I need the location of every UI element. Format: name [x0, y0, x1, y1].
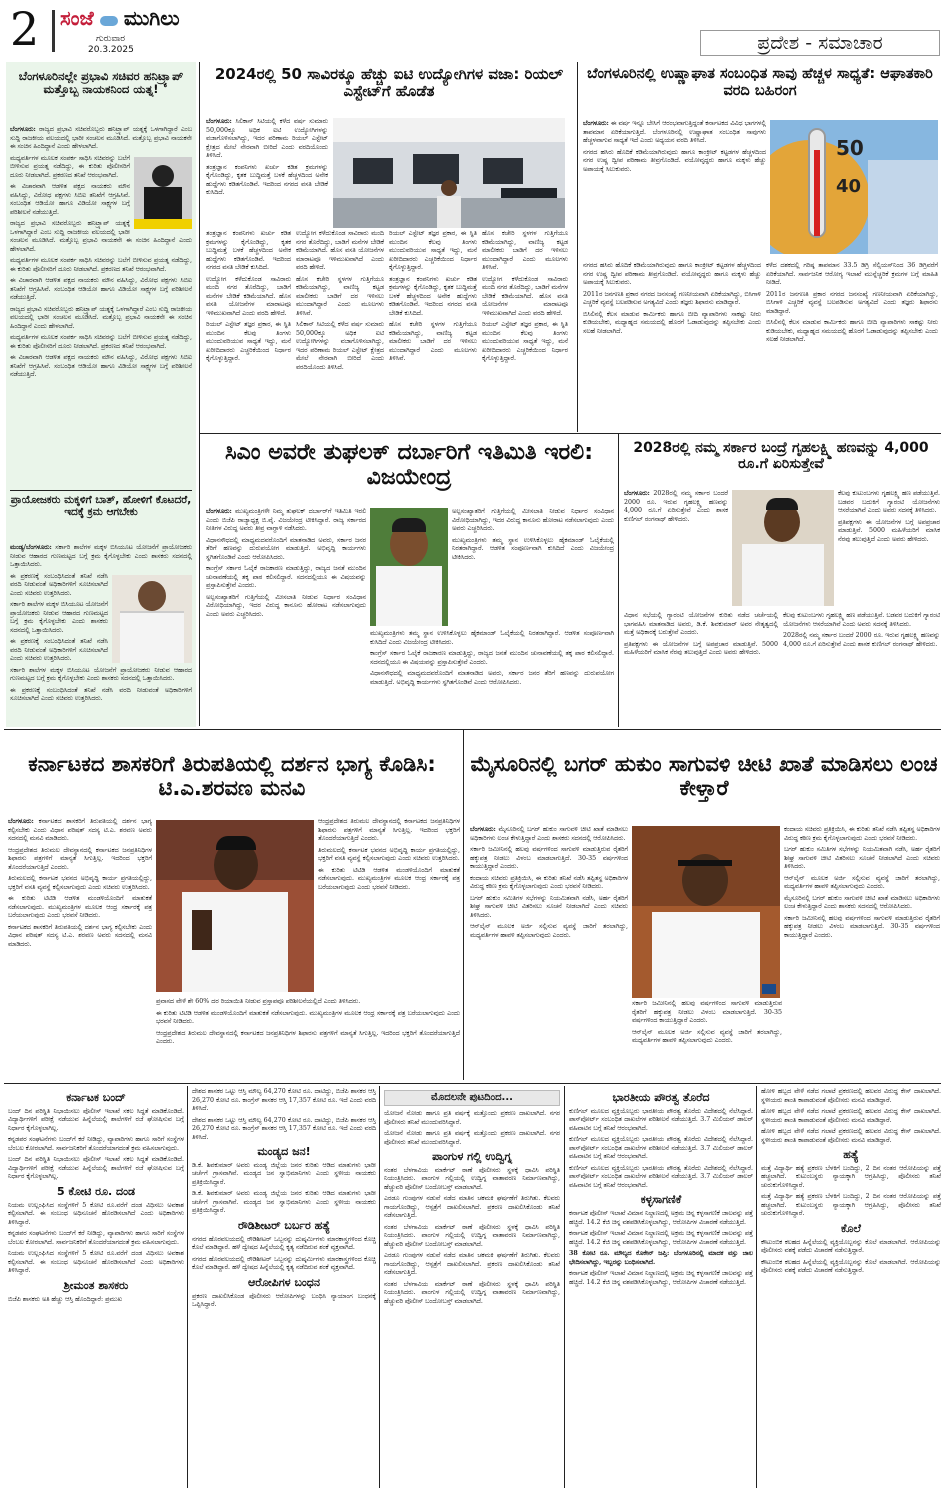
brief-heading: ಶ್ರೀಮಂತ ಶಾಸಕರು	[63, 1278, 129, 1292]
story6-col-b	[838, 490, 940, 610]
story2-para: ಈ ಪ್ರಕರಣಕ್ಕೆ ಸಂಬಂಧಿಸಿದಂತೆ ತನಿಖೆ ನಡೆಸಿ ವರದಿ ನೀಡುವಂತೆ ಅಧಿಕಾರಿಗಳಿಗೆ ಸೂಚಿಸಲಾಗಿದೆ ಎಂದು ಸಚಿವರು ಉತ್ತರಿಸಿದರು.	[10, 572, 108, 597]
brief-para: ಕೌಟುಂಬಿಕ ಕಲಹದ ಹಿನ್ನೆಲೆಯಲ್ಲಿ ವ್ಯಕ್ತಿಯೊಬ್ಬನನ್ನು ಕೊಲೆ ಮಾಡಲಾಗಿದೆ. ಆರೋಪಿಯನ್ನು ಪೊಲೀಸರು ವಶಕ್ಕೆ ಪಡೆದು ವಿಚಾರಣೆ ನಡೆಸುತ್ತಿದ್ದಾರೆ.	[761, 1238, 941, 1255]
brief-para: ಕುಣಿಗಲ್ ಮೂಲದ ವ್ಯಕ್ತಿಯೊಬ್ಬರು ಭಾರತೀಯ ಪೌರತ್ವ ತೊರೆದು ವಿದೇಶದಲ್ಲಿ ನೆಲೆಸಿದ್ದಾರೆ. ಪಾಸ್‌ಪೋರ್ಟ್ ಸಂಬಂಧಿತ ದಾಖಲೆಗಳ ಪರಿಶೀಲನೆ ನಡೆಯುತ್ತಿದೆ. 3.7 ಮಿಲಿಯನ್ ಡಾಲರ್ ವಹಿವಾಟಿನ ಬಗ್ಗೆ ತನಿಖೆ ಆರಂಭವಾಗಿದೆ.	[569, 1107, 753, 1132]
brief-para: ನಗರದ ಹೊರವಲಯದಲ್ಲಿ ರೌಡಿಶೀಟರ್ ಒಬ್ಬನನ್ನು ದುಷ್ಕರ್ಮಿಗಳು ಮಾರಕಾಸ್ತ್ರಗಳಿಂದ ಕೊಚ್ಚಿ ಕೊಲೆ ಮಾಡಿದ್ದಾರೆ. ಹಳೆ ದ್ವೇಷದ ಹಿನ್ನೆಲೆಯಲ್ಲಿ ಕೃತ್ಯ ನಡೆದಿರುವ ಶಂಕೆ ವ್ಯಕ್ತವಾಗಿದೆ.	[192, 1235, 376, 1252]
story6-para: ಕೆಲವು ಕುಟುಂಬಗಳು ಗೃಹಲಕ್ಷ್ಮಿ ಹಣ ಪಡೆಯುತ್ತಿವೆ. ಬಡವರ ಬದುಕಿಗೆ ಗ್ಯಾರಂಟಿ ಯೋಜನೆಗಳು ಆಸರೆಯಾಗಿವೆ ಎಂದು ಅವರು ಸದನಕ್ಕೆ ತಿಳಿಸಿದರು.	[783, 612, 940, 628]
page-number: 2	[10, 2, 40, 56]
story2-para: ಸರ್ಕಾರಿ ಶಾಲೆಗಳ ಮಕ್ಕಳ ಬಿಸಿಯೂಟ ಯೋಜನೆಗೆ ಪ್ರಾಯೋಜಕರು ನೀಡುವ ಆಹಾರದ ಗುಣಮಟ್ಟದ ಬಗ್ಗೆ ಕ್ರಮ ಕೈಗೊಳ್ಳಬೇಕು ಎಂದು ಶಾಸಕರು ಸದನದಲ್ಲಿ ಒತ್ತಾಯಿಸಿದರು.	[10, 666, 192, 682]
story1-body	[10, 126, 192, 488]
story4-para: ಕಳೆದ ದಶಕದಲ್ಲಿ ಗರಿಷ್ಠ ತಾಪಮಾನ 33.5 ಡಿಗ್ರಿ ಸೆಲ್ಸಿಯಸ್‌ನಿಂದ 36 ಡಿಗ್ರಿವರೆಗೆ ಏರಿಕೆಯಾಗಿದೆ. ಸಾರ್ವಜನಿಕ ಆರೋಗ್ಯ ಇಲಾಖೆ ಮುನ್ನೆಚ್ಚರಿಕೆ ಕ್ರಮಗಳ ಬಗ್ಗೆ ಮಾಹಿತಿ ನೀಡಿದೆ.	[766, 262, 938, 286]
story2-para: ಸರ್ಕಾರಿ ಶಾಲೆಗಳ ಮಕ್ಕಳ ಬಿಸಿಯೂಟ ಯೋಜನೆಗೆ ಪ್ರಾಯೋಜಕರು ನೀಡುವ ಆಹಾರದ ಗುಣಮಟ್ಟದ ಬಗ್ಗೆ ಕ್ರಮ ಕೈಗೊಳ್ಳಬೇಕು ಎಂದು ಶಾಸಕರು ಸದನದಲ್ಲಿ ಒತ್ತಾಯಿಸಿದರು.	[10, 601, 108, 634]
story3-col-a	[206, 118, 328, 228]
story8-para: ಸರ್ಕಾರಿ ಜಮೀನಿನಲ್ಲಿ ಹಲವು ವರ್ಷಗಳಿಂದ ಸಾಗುವಳಿ ಮಾಡುತ್ತಿರುವ ರೈತರಿಗೆ ಹಕ್ಕುಪತ್ರ ನೀಡಲು ವಿಳಂಬ ಮಾಡಲಾಗುತ್ತಿದೆ. 30-35 ವರ್ಷಗಳಿಂದ ಕಾಯುತ್ತಿದ್ದಾರೆ ಎಂದರು.	[632, 1000, 782, 1024]
story5-col-a	[206, 508, 366, 724]
brief-heading: ಹತ್ಯೆ	[843, 1148, 859, 1161]
story5-para: ವಿಧಾನಸೌಧದಲ್ಲಿ ಮಾಧ್ಯಮದವರೊಂದಿಗೆ ಮಾತನಾಡಿದ ಅವರು, ಸರ್ಕಾರ ಜನರ ತೆರಿಗೆ ಹಣವನ್ನು ದುರುಪಯೋಗ ಮಾಡುತ್ತಿದೆ. ಅಭಿವೃದ್ಧಿ ಕಾರ್ಯಗಳು ಸ್ಥಗಿತಗೊಂಡಿವೆ ಎಂದು ಆರೋಪಿಸಿದರು.	[206, 536, 366, 561]
brief-para: ಬಂದ್ ದಿನ ಪರಿಸ್ಥಿತಿ ನಿಭಾಯಿಸಲು ಪೊಲೀಸ್ ಇಲಾಖೆ ಸಕಲ ಸಿದ್ಧತೆ ಮಾಡಿಕೊಂಡಿದೆ. ವಿದ್ಯಾರ್ಥಿಗಳಿಗೆ ಪರೀಕ್ಷೆ ನಡೆಯುವ ಹಿನ್ನೆಲೆಯಲ್ಲಿ ಶಾಲೆಗಳಿಗೆ ರಜೆ ಘೋಷಿಸುವ ಬಗ್ಗೆ ನಿರ್ಧಾರ ಕೈಗೊಳ್ಳಲಾಗಿಲ್ಲ.	[8, 1107, 184, 1132]
bottom-col-3	[384, 1110, 560, 1488]
story7-col-c	[156, 998, 460, 1078]
story7-dateline: ಬೆಂಗಳೂರು:	[8, 818, 34, 825]
story8-para: ಆನ್‌ಲೈನ್ ಮೂಲಕ ಅರ್ಜಿ ಸಲ್ಲಿಸುವ ವ್ಯವಸ್ಥೆ ಜಾರಿಗೆ ತರಲಾಗಿದ್ದು, ಮಧ್ಯವರ್ತಿಗಳ ಹಾವಳಿ ತಪ್ಪಿಸಲಾಗುವುದು ಎಂದರು.	[632, 1028, 782, 1044]
story3-para: ಸಿಲಿಕಾನ್ ಸಿಟಿಯಲ್ಲಿ ಕಳೆದ ವರ್ಷ ಸುಮಾರು 50,000ಕ್ಕೂ ಅಧಿಕ ಐಟಿ ಉದ್ಯೋಗಿಗಳನ್ನು ವಜಾಗೊಳಿಸಲಾಗಿದ್ದು, ಇದರ ಪರಿಣಾಮ ರಿಯಲ್ ಎಸ್ಟೇಟ್ ಕ್ಷೇತ್ರದ ಮೇಲೆ ನೇರವಾಗಿ ಬೀರಿದೆ ಎಂದು ವರದಿಯೊಂದು ತಿಳಿಸಿದೆ.	[206, 118, 328, 159]
bottom-col-1	[8, 1088, 184, 1488]
bottom-col-2	[192, 1088, 376, 1488]
story8-col-c	[632, 1000, 782, 1080]
story1-para: ಮಧ್ಯವರ್ತಿಗಳ ಮೂಲಕ ಸಂಪರ್ಕ ಸಾಧಿಸಿ ಸಚಿವರನ್ನು ಬಲೆಗೆ ಬೀಳಿಸುವ ಪ್ರಯತ್ನ ನಡೆದಿದ್ದು, ಈ ಕುರಿತು ಪೊಲೀಸರಿಗೆ ದೂರು ನೀಡಲಾಗಿದೆ. ಪ್ರಕರಣದ ತನಿಖೆ ಆರಂಭವಾಗಿದೆ.	[10, 334, 192, 350]
story8-para: ಸರ್ಕಾರಿ ಜಮೀನಿನಲ್ಲಿ ಹಲವು ವರ್ಷಗಳಿಂದ ಸಾಗುವಳಿ ಮಾಡುತ್ತಿರುವ ರೈತರಿಗೆ ಹಕ್ಕುಪತ್ರ ನೀಡಲು ವಿಳಂಬ ಮಾಡಲಾಗುತ್ತಿದೆ. 30-35 ವರ್ಷಗಳಿಂದ ಕಾಯುತ್ತಿದ್ದಾರೆ ಎಂದರು.	[784, 914, 940, 939]
story6-dateline: ಬೆಂಗಳೂರು:	[624, 490, 650, 497]
story8-para: ಬಗರ್ ಹುಕುಂ ಸಮಿತಿಗಳ ಸಭೆಗಳನ್ನು ನಿಯಮಿತವಾಗಿ ನಡೆಸಿ, ಅರ್ಹ ರೈತರಿಗೆ ಶೀಘ್ರ ಸಾಗುವಳಿ ಚೀಟಿ ವಿತರಿಸಲು ಸೂಚನೆ ನೀಡಲಾಗಿದೆ ಎಂದು ಸಚಿವರು ತಿಳಿಸಿದರು.	[470, 894, 628, 919]
column-rule	[564, 1086, 565, 1488]
story4-col-c	[766, 262, 938, 430]
story1-para: ರಾಜ್ಯದ ಪ್ರಭಾವಿ ಸಚಿವರೊಬ್ಬರು ಹನಿಟ್ರ್ಯಾಪ್ ಯತ್ನಕ್ಕೆ ಒಳಗಾಗಿದ್ದಾರೆ ಎಂಬ ಸುದ್ದಿ ರಾಜಕೀಯ ವಲಯದಲ್ಲಿ ಭಾರೀ ಸಂಚಲನ ಮೂಡಿಸಿದೆ. ಮತ್ತೊಬ್ಬ ಪ್ರಭಾವಿ ನಾಯಕನೇ ಈ ಸಂಚಿನ ಹಿಂದಿದ್ದಾನೆ ಎಂದು ಹೇಳಲಾಗಿದೆ.	[10, 305, 192, 330]
story7-para: ತಿರುಮಲದಲ್ಲಿ ಕರ್ನಾಟಕ ಭವನದ ಅಭಿವೃದ್ಧಿ ಕಾರ್ಯ ಪ್ರಗತಿಯಲ್ಲಿದ್ದು, ಭಕ್ತರಿಗೆ ವಸತಿ ವ್ಯವಸ್ಥೆ ಕಲ್ಪಿಸಲಾಗುವುದು ಎಂದು ಸಚಿವರು ಉತ್ತರಿಸಿದರು.	[318, 846, 460, 862]
story1-para: ಈ ವಿಚಾರವಾಗಿ ಆಡಳಿತ ಪಕ್ಷದ ನಾಯಕರು ಮೌನ ವಹಿಸಿದ್ದು, ವಿರೋಧ ಪಕ್ಷಗಳು ಸಿಬಿಐ ತನಿಖೆಗೆ ಆಗ್ರಹಿಸಿವೆ. ಸಂಬಂಧಿತ ಆಡಿಯೋ ಹಾಗೂ ವಿಡಿಯೋ ಸಾಕ್ಷ್ಯಗಳ ಬಗ್ಗೆ ಪರಿಶೀಲನೆ ನಡೆಯುತ್ತಿದೆ.	[10, 277, 192, 301]
brief-heading: ಮಂಡ್ಯದ ಜನ!	[257, 1145, 311, 1158]
story8-dateline: ಬೆಂಗಳೂರು:	[470, 826, 496, 833]
brief-para: ಕರ್ನಾಟಕ ಪೊಲೀಸ್ ಇಲಾಖೆ ವಿಮಾನ ನಿಲ್ದಾಣದಲ್ಲಿ ಅಕ್ರಮ ಚಿನ್ನ ಕಳ್ಳಸಾಗಣಿಕೆ ಜಾಲವನ್ನು ಪತ್ತೆ ಹಚ್ಚಿದೆ. 14.2 ಕೆಜಿ ಚಿನ್ನ ವಶಪಡಿಸಿಕೊಳ್ಳಲಾಗಿದ್ದು, ಆರೋಪಿಗಳ ವಿಚಾರಣೆ ನಡೆಯುತ್ತಿದೆ.	[569, 1230, 753, 1246]
story6-col-a	[624, 490, 728, 610]
brief-para: ನಂತರ ಬೆಳಗಾವಿಯ ಮಾರ್ಕೆಟ್ ಠಾಣೆ ಪೊಲೀಸರು ಸ್ಥಳಕ್ಕೆ ಧಾವಿಸಿ ಪರಿಸ್ಥಿತಿ ನಿಯಂತ್ರಿಸಿದರು. ಪಾಂಗುಳ ಗಲ್ಲಿಯಲ್ಲಿ ಉದ್ವಿಗ್ನ ವಾತಾವರಣ ನಿರ್ಮಾಣವಾಗಿದ್ದು, ಹೆಚ್ಚುವರಿ ಪೊಲೀಸ್ ಬಂದೋಬಸ್ತ್ ಮಾಡಲಾಗಿದೆ.	[384, 1280, 560, 1305]
story5-col-c	[370, 630, 614, 724]
story7-para: ಆಂಧ್ರಪ್ರದೇಶದ ತಿರುಮಲ ದೇವಸ್ಥಾನದಲ್ಲಿ ಕರ್ನಾಟಕದ ಜನಪ್ರತಿನಿಧಿಗಳ ಶಿಫಾರಸು ಪತ್ರಗಳಿಗೆ ಮಾನ್ಯತೆ ಸಿಗುತ್ತಿಲ್ಲ. ಇದರಿಂದ ಭಕ್ತರಿಗೆ ತೊಂದರೆಯಾಗುತ್ತಿದೆ ಎಂದರು.	[8, 846, 152, 871]
story7-headline: ಕರ್ನಾಟಕದ ಶಾಸಕರಿಗೆ ತಿರುಪತಿಯಲ್ಲಿ ದರ್ಶನ ಭಾಗ್ಯ ಕೊಡಿಸಿ: ಟಿ.ಎ.ಶರವಣ ಮನವಿ	[28, 752, 436, 801]
divider	[10, 490, 192, 491]
brief-heading: ಕೊಲೆ	[841, 1221, 861, 1235]
story3-headline: 2024ರಲ್ಲಿ 50 ಸಾವಿರಕ್ಕೂ ಹೆಚ್ಚು ಐಟಿ ಉದ್ಯೋಗಿಗಳ ವಜಾ: ರಿಯಲ್ ಎಸ್ಟೇಟ್‌ಗೆ ಹೊಡೆತ	[214, 65, 564, 101]
brief-para: ಹೋಳಿ ಹಬ್ಬದ ವೇಳೆ ನಡೆದ ಗಲಾಟೆ ಪ್ರಕರಣದಲ್ಲಿ ಹಲವರ ವಿರುದ್ಧ ಕೇಸ್ ದಾಖಲಾಗಿದೆ. ಸ್ಥಳೀಯರು ಶಾಂತಿ ಕಾಪಾಡುವಂತೆ ಪೊಲೀಸರು ಮನವಿ ಮಾಡಿದ್ದಾರೆ.	[761, 1128, 941, 1144]
story1-dateline: ಬೆಂಗಳೂರು:	[10, 126, 36, 133]
brief-para: ಎರಡೂ ಗುಂಪುಗಳ ನಡುವೆ ನಡೆದ ಮಾತಿನ ಚಕಮಕಿ ಘರ್ಷಣೆಗೆ ತಿರುಗಿತು. ಕೆಲವರು ಗಾಯಗೊಂಡಿದ್ದು, ಆಸ್ಪತ್ರೆಗೆ ದಾಖಲಿಸಲಾಗಿದೆ. ಪ್ರಕರಣ ದಾಖಲಿಸಿಕೊಂಡು ತನಿಖೆ ನಡೆಸಲಾಗುತ್ತಿದೆ.	[384, 1252, 560, 1277]
brief-para: ಕುಣಿಗಲ್ ಮೂಲದ ವ್ಯಕ್ತಿಯೊಬ್ಬರು ಭಾರತೀಯ ಪೌರತ್ವ ತೊರೆದು ವಿದೇಶದಲ್ಲಿ ನೆಲೆಸಿದ್ದಾರೆ. ಪಾಸ್‌ಪೋರ್ಟ್ ಸಂಬಂಧಿತ ದಾಖಲೆಗಳ ಪರಿಶೀಲನೆ ನಡೆಯುತ್ತಿದೆ. 3.7 ಮಿಲಿಯನ್ ಡಾಲರ್ ವಹಿವಾಟಿನ ಬಗ್ಗೆ ತನಿಖೆ ಆರಂಭವಾಗಿದೆ.	[569, 1164, 753, 1189]
brief-para: ದೇಶದ ಶಾಸಕರ ಒಟ್ಟು ಆಸ್ತಿ ಮೌಲ್ಯ 64,270 ಕೋಟಿ ರೂ. ದಾಟಿದ್ದು, ಬಿಜೆಪಿ ಶಾಸಕರ ಆಸ್ತಿ 26,270 ಕೋಟಿ ರೂ. ಕಾಂಗ್ರೆಸ್ ಶಾಸಕರ ಆಸ್ತಿ 17,357 ಕೋಟಿ ರೂ. ಇದೆ ಎಂದು ವರದಿ ತಿಳಿಸಿದೆ.	[192, 1088, 376, 1112]
story8-para: ಕಂದಾಯ ಸಚಿವರು ಪ್ರತಿಕ್ರಿಯಿಸಿ, ಈ ಕುರಿತು ತನಿಖೆ ನಡೆಸಿ ತಪ್ಪಿತಸ್ಥ ಅಧಿಕಾರಿಗಳ ವಿರುದ್ಧ ಕಠಿಣ ಕ್ರಮ ಕೈಗೊಳ್ಳಲಾಗುವುದು ಎಂದು ಭರವಸೆ ನೀಡಿದರು.	[470, 874, 628, 890]
story1-para: ರಾಜ್ಯದ ಪ್ರಭಾವಿ ಸಚಿವರೊಬ್ಬರು ಹನಿಟ್ರ್ಯಾಪ್ ಯತ್ನಕ್ಕೆ ಒಳಗಾಗಿದ್ದಾರೆ ಎಂಬ ಸುದ್ದಿ ರಾಜಕೀಯ ವಲಯದಲ್ಲಿ ಭಾರೀ ಸಂಚಲನ ಮೂಡಿಸಿದೆ. ಮತ್ತೊಬ್ಬ ಪ್ರಭಾವಿ ನಾಯಕನೇ ಈ ಸಂಚಿನ ಹಿಂದಿದ್ದಾನೆ ಎಂದು ಹೇಳಲಾಗಿದೆ.	[10, 220, 192, 253]
story2-body	[10, 544, 192, 722]
story7-para: ಈ ಕುರಿತು ಟಿಟಿಡಿ ಆಡಳಿತ ಮಂಡಳಿಯೊಂದಿಗೆ ಮಾತುಕತೆ ನಡೆಸಲಾಗುವುದು. ಮುಖ್ಯಮಂತ್ರಿಗಳ ಮೂಲಕ ಆಂಧ್ರ ಸರ್ಕಾರಕ್ಕೆ ಪತ್ರ ಬರೆಯಲಾಗುವುದು ಎಂದು ಭರವಸೆ ನೀಡಿದರು.	[318, 866, 460, 891]
story4-dateline: ಬೆಂಗಳೂರು:	[583, 120, 609, 127]
story6-para: ಕೆಲವು ಕುಟುಂಬಗಳು ಗೃಹಲಕ್ಷ್ಮಿ ಹಣ ಪಡೆಯುತ್ತಿವೆ. ಬಡವರ ಬದುಕಿಗೆ ಗ್ಯಾರಂಟಿ ಯೋಜನೆಗಳು ಆಸರೆಯಾಗಿವೆ ಎಂದು ಅವರು ಸದನಕ್ಕೆ ತಿಳಿಸಿದರು.	[838, 490, 940, 514]
brief-para: ನಂತರ ಬೆಳಗಾವಿಯ ಮಾರ್ಕೆಟ್ ಠಾಣೆ ಪೊಲೀಸರು ಸ್ಥಳಕ್ಕೆ ಧಾವಿಸಿ ಪರಿಸ್ಥಿತಿ ನಿಯಂತ್ರಿಸಿದರು. ಪಾಂಗುಳ ಗಲ್ಲಿಯಲ್ಲಿ ಉದ್ವಿಗ್ನ ವಾತಾವರಣ ನಿರ್ಮಾಣವಾಗಿದ್ದು, ಹೆಚ್ಚುವರಿ ಪೊಲೀಸ್ ಬಂದೋಬಸ್ತ್ ಮಾಡಲಾಗಿದೆ.	[384, 1166, 560, 1191]
story5-para: ಮುಖ್ಯಮಂತ್ರಿಗಳು ತಮ್ಮ ಸ್ಥಾನ ಉಳಿಸಿಕೊಳ್ಳಲು ಹೈಕಮಾಂಡ್ ಓಲೈಕೆಯಲ್ಲಿ ನಿರತರಾಗಿದ್ದಾರೆ. ಆಡಳಿತ ಸಂಪೂರ್ಣವಾಗಿ ಕುಸಿದಿದೆ ಎಂದು ವಿಜಯೇಂದ್ರ ಟೀಕಿಸಿದರು.	[452, 536, 614, 561]
story3-para: ಉದ್ಯೋಗ ಕಳೆದುಕೊಂಡ ಸಾವಿರಾರು ಮಂದಿ ನಗರ ತೊರೆದಿದ್ದು, ಬಾಡಿಗೆ ಮನೆಗಳ ಬೇಡಿಕೆ ಕಡಿಮೆಯಾಗಿದೆ. ಹೊಸ ವಸತಿ ಯೋಜನೆಗಳ ಮಾರಾಟವೂ ಇಳಿಮುಖವಾಗಿದೆ ಎಂದು ವರದಿ ಹೇಳಿದೆ.	[206, 275, 291, 317]
story4-para: 2011ರ ಜನಗಣತಿ ಪ್ರಕಾರ ನಗರದ ಜನಸಂಖ್ಯೆ ಗಣನೀಯವಾಗಿ ಏರಿಕೆಯಾಗಿದ್ದು, ಬಿಸಿಗಾಳಿ ಎಚ್ಚರಿಕೆ ವ್ಯವಸ್ಥೆ ಬಲಪಡಿಸುವ ಅಗತ್ಯವಿದೆ ಎಂದು ತಜ್ಞರು ಶಿಫಾರಸು ಮಾಡಿದ್ದಾರೆ.	[766, 290, 938, 315]
brief-heading: ಕರ್ನಾಟಕ ಬಂದ್	[66, 1091, 126, 1104]
column-rule	[379, 1086, 380, 1488]
story6-col-c	[624, 612, 778, 724]
story7-photo	[156, 820, 314, 992]
story5-col-b	[452, 508, 614, 628]
story7-para: ಈ ಕುರಿತು ಟಿಟಿಡಿ ಆಡಳಿತ ಮಂಡಳಿಯೊಂದಿಗೆ ಮಾತುಕತೆ ನಡೆಸಲಾಗುವುದು. ಮುಖ್ಯಮಂತ್ರಿಗಳ ಮೂಲಕ ಆಂಧ್ರ ಸರ್ಕಾರಕ್ಕೆ ಪತ್ರ ಬರೆಯಲಾಗುವುದು ಎಂದು ಭರವಸೆ ನೀಡಿದರು.	[8, 895, 152, 919]
story6-para: 2028ರಲ್ಲಿ ನಮ್ಮ ಸರ್ಕಾರ ಬಂದರೆ 2000 ರೂ. ಇರುವ ಗೃಹಲಕ್ಷ್ಮಿ ಹಣವನ್ನು 4,000 ರೂ.ಗೆ ಏರಿಸುತ್ತೇವೆ ಎಂದು ಶಾಸಕ ಕುಣಿಗಲ್ ರಂಗನಾಥ್ ಹೇಳಿದರು.	[783, 632, 940, 648]
story6-para: ಪ್ರತಿಪಕ್ಷಗಳು ಈ ಯೋಜನೆಗಳ ಬಗ್ಗೆ ಅಪಪ್ರಚಾರ ಮಾಡುತ್ತಿವೆ. 5000 ಮಹಿಳೆಯರಿಗೆ ಮಾಸಿಕ ನೆರವು ತಲುಪುತ್ತಿದೆ ಎಂದು ಅವರು ಹೇಳಿದರು.	[624, 640, 778, 656]
story4-col-a	[583, 120, 766, 260]
continued-banner: ಮೊದಲನೇ ಪುಟದಿಂದ...	[384, 1090, 560, 1106]
story4-para: ಬಿಸಿಲಿನಲ್ಲಿ ಕೆಲಸ ಮಾಡುವ ಕಾರ್ಮಿಕರು ಹಾಗೂ ಬೀದಿ ವ್ಯಾಪಾರಿಗಳು ಸಾಕಷ್ಟು ನೀರು ಕುಡಿಯಬೇಕು, ಮಧ್ಯಾಹ್ನದ ಸಮಯದಲ್ಲಿ ಹೊರಗೆ ಓಡಾಡುವುದನ್ನು ತಪ್ಪಿಸಬೇಕು ಎಂದು ಸಲಹೆ ನೀಡಲಾಗಿದೆ.	[583, 310, 761, 335]
story4-col-b	[583, 262, 761, 430]
story6-headline: 2028ರಲ್ಲಿ ನಮ್ಮ ಸರ್ಕಾರ ಬಂದ್ರೆ ಗೃಹಲಕ್ಷ್ಮಿ ಹಣವನ್ನು 4,000 ರೂ.ಗೆ ಏರಿಸುತ್ತೇವೆ	[633, 440, 929, 473]
story6-para: 2028ರಲ್ಲಿ ನಮ್ಮ ಸರ್ಕಾರ ಬಂದರೆ 2000 ರೂ. ಇರುವ ಗೃಹಲಕ್ಷ್ಮಿ ಹಣವನ್ನು 4,000 ರೂ.ಗೆ ಏರಿಸುತ್ತೇವೆ ಎಂದು ಶಾಸಕ ಕುಣಿಗಲ್ ರಂಗನಾಥ್ ಹೇಳಿದರು.	[624, 490, 728, 523]
masthead-day: ಗುರುವಾರ	[96, 34, 126, 44]
brief-heading: 5 ಕೋಟಿ ರೂ. ದಂಡ	[57, 1184, 135, 1198]
story3-para: ಸಿಲಿಕಾನ್ ಸಿಟಿಯಲ್ಲಿ ಕಳೆದ ವರ್ಷ ಸುಮಾರು 50,000ಕ್ಕೂ ಅಧಿಕ ಐಟಿ ಉದ್ಯೋಗಿಗಳನ್ನು ವಜಾಗೊಳಿಸಲಾಗಿದ್ದು, ಇದರ ಪರಿಣಾಮ ರಿಯಲ್ ಎಸ್ಟೇಟ್ ಕ್ಷೇತ್ರದ ಮೇಲೆ ನೇರವಾಗಿ ಬೀರಿದೆ ಎಂದು ವರದಿಯೊಂದು ತಿಳಿಸಿದೆ.	[296, 321, 384, 371]
story8-para: ಮೈಸೂರಿನಲ್ಲಿ ಬಗರ್ ಹುಕುಂ ಸಾಗುವಳಿ ಚೀಟಿ ಖಾತೆ ಮಾಡಿಸಲು ಅಧಿಕಾರಿಗಳು ಲಂಚ ಕೇಳುತ್ತಿದ್ದಾರೆ ಎಂದು ಶಾಸಕರು ಸದನದಲ್ಲಿ ಆರೋಪಿಸಿದರು.	[470, 826, 628, 842]
story8-para: ಬಗರ್ ಹುಕುಂ ಸಮಿತಿಗಳ ಸಭೆಗಳನ್ನು ನಿಯಮಿತವಾಗಿ ನಡೆಸಿ, ಅರ್ಹ ರೈತರಿಗೆ ಶೀಘ್ರ ಸಾಗುವಳಿ ಚೀಟಿ ವಿತರಿಸಲು ಸೂಚನೆ ನೀಡಲಾಗಿದೆ ಎಂದು ಸಚಿವರು ತಿಳಿಸಿದರು.	[784, 846, 940, 870]
story3-para: ಉದ್ಯೋಗ ಕಳೆದುಕೊಂಡ ಸಾವಿರಾರು ಮಂದಿ ನಗರ ತೊರೆದಿದ್ದು, ಬಾಡಿಗೆ ಮನೆಗಳ ಬೇಡಿಕೆ ಕಡಿಮೆಯಾಗಿದೆ. ಹೊಸ ವಸತಿ ಯೋಜನೆಗಳ ಮಾರಾಟವೂ ಇಳಿಮುಖವಾಗಿದೆ ಎಂದು ವರದಿ ಹೇಳಿದೆ.	[482, 275, 568, 317]
column-rule	[577, 62, 578, 432]
story6-photo	[732, 490, 834, 606]
brief-para: 38 ಕೋಟಿ ರೂ. ಮೌಲ್ಯದ ಕೊಕೇನ್ ಜಪ್ತಿ: ಬೆಂಗಳೂರಿನಲ್ಲಿ ಮಾದಕ ವಸ್ತು ಜಾಲ ಭೇದಿಸಲಾಗಿದ್ದು, ಇಬ್ಬರನ್ನು ಬಂಧಿಸಲಾಗಿದೆ.	[569, 1250, 753, 1266]
story7-para: ಆಂಧ್ರಪ್ರದೇಶದ ತಿರುಮಲ ದೇವಸ್ಥಾನದಲ್ಲಿ ಕರ್ನಾಟಕದ ಜನಪ್ರತಿನಿಧಿಗಳ ಶಿಫಾರಸು ಪತ್ರಗಳಿಗೆ ಮಾನ್ಯತೆ ಸಿಗುತ್ತಿಲ್ಲ. ಇದರಿಂದ ಭಕ್ತರಿಗೆ ತೊಂದರೆಯಾಗುತ್ತಿದೆ ಎಂದರು.	[156, 1029, 460, 1045]
story3-para: ಉದ್ಯೋಗ ಕಳೆದುಕೊಂಡ ಸಾವಿರಾರು ಮಂದಿ ನಗರ ತೊರೆದಿದ್ದು, ಬಾಡಿಗೆ ಮನೆಗಳ ಬೇಡಿಕೆ ಕಡಿಮೆಯಾಗಿದೆ. ಹೊಸ ವಸತಿ ಯೋಜನೆಗಳ ಮಾರಾಟವೂ ಇಳಿಮುಖವಾಗಿದೆ ಎಂದು ವರದಿ ಹೇಳಿದೆ.	[296, 230, 384, 271]
story3-col-c	[296, 230, 384, 430]
story2-para: ಈ ಪ್ರಕರಣಕ್ಕೆ ಸಂಬಂಧಿಸಿದಂತೆ ತನಿಖೆ ನಡೆಸಿ ವರದಿ ನೀಡುವಂತೆ ಅಧಿಕಾರಿಗಳಿಗೆ ಸೂಚಿಸಲಾಗಿದೆ ಎಂದು ಸಚಿವರು ಉತ್ತರಿಸಿದರು.	[10, 638, 108, 662]
cloud-icon	[100, 16, 118, 26]
story8-para: ಕಂದಾಯ ಸಚಿವರು ಪ್ರತಿಕ್ರಿಯಿಸಿ, ಈ ಕುರಿತು ತನಿಖೆ ನಡೆಸಿ ತಪ್ಪಿತಸ್ಥ ಅಧಿಕಾರಿಗಳ ವಿರುದ್ಧ ಕಠಿಣ ಕ್ರಮ ಕೈಗೊಳ್ಳಲಾಗುವುದು ಎಂದು ಭರವಸೆ ನೀಡಿದರು.	[784, 826, 940, 842]
story2-dateline: ಮಂಡ್ಯ/ಬೆಂಗಳೂರು:	[10, 544, 52, 551]
story7-para: ಪ್ರವಾಸದ ವೇಳೆ ಶೇ 60% ದರ ರಿಯಾಯಿತಿ ನೀಡುವ ಪ್ರಸ್ತಾಪವೂ ಪರಿಶೀಲನೆಯಲ್ಲಿದೆ ಎಂದು ತಿಳಿಸಿದರು.	[156, 998, 361, 1005]
brief-para: ಡಿ.ಕೆ. ಶಿವಕುಮಾರ್ ಅವರು ಮಂಡ್ಯ ಜಿಲ್ಲೆಯ ಜನರ ಕುರಿತು ಆಡಿದ ಮಾತುಗಳು ಭಾರೀ ಚರ್ಚೆಗೆ ಗ್ರಾಸವಾಗಿವೆ. ಮಂಡ್ಯದ ಜನ ಸ್ವಾಭಿಮಾನಿಗಳು ಎಂದು ಸ್ಥಳೀಯ ನಾಯಕರು ಪ್ರತಿಕ್ರಿಯಿಸಿದ್ದಾರೆ.	[192, 1161, 376, 1186]
story8-para: ಮೈಸೂರಿನಲ್ಲಿ ಬಗರ್ ಹುಕುಂ ಸಾಗುವಳಿ ಚೀಟಿ ಖಾತೆ ಮಾಡಿಸಲು ಅಧಿಕಾರಿಗಳು ಲಂಚ ಕೇಳುತ್ತಿದ್ದಾರೆ ಎಂದು ಶಾಸಕರು ಸದನದಲ್ಲಿ ಆರೋಪಿಸಿದರು.	[784, 894, 940, 910]
paper-name-black: ಮುಗಿಲು	[123, 6, 180, 30]
brief-para: ಪ್ರಕರಣ ದಾಖಲಿಸಿಕೊಂಡ ಪೊಲೀಸರು ಆರೋಪಿಗಳನ್ನು ಬಂಧಿಸಿ ನ್ಯಾಯಾಂಗ ಬಂಧನಕ್ಕೆ ಒಪ್ಪಿಸಿದ್ದಾರೆ.	[192, 1292, 376, 1309]
story5-headline: ಸಿಎಂ ಅವರೇ ತುಘಲಕ್ ದರ್ಬಾರಿಗೆ ಇತಿಮಿತಿ ಇರಲಿ: ವಿಜಯೇಂದ್ರ	[225, 440, 593, 491]
brief-heading: ಭಾರತೀಯ ಪೌರತ್ವ ತೊರೆದ	[612, 1091, 710, 1104]
paper-name-red: ಸಂಜೆ	[60, 6, 94, 30]
story8-para: ಸರ್ಕಾರಿ ಜಮೀನಿನಲ್ಲಿ ಹಲವು ವರ್ಷಗಳಿಂದ ಸಾಗುವಳಿ ಮಾಡುತ್ತಿರುವ ರೈತರಿಗೆ ಹಕ್ಕುಪತ್ರ ನೀಡಲು ವಿಳಂಬ ಮಾಡಲಾಗುತ್ತಿದೆ. 30-35 ವರ್ಷಗಳಿಂದ ಕಾಯುತ್ತಿದ್ದಾರೆ ಎಂದರು.	[470, 846, 628, 870]
story4-para: 2011ರ ಜನಗಣತಿ ಪ್ರಕಾರ ನಗರದ ಜನಸಂಖ್ಯೆ ಗಣನೀಯವಾಗಿ ಏರಿಕೆಯಾಗಿದ್ದು, ಬಿಸಿಗಾಳಿ ಎಚ್ಚರಿಕೆ ವ್ಯವಸ್ಥೆ ಬಲಪಡಿಸುವ ಅಗತ್ಯವಿದೆ ಎಂದು ತಜ್ಞರು ಶಿಫಾರಸು ಮಾಡಿದ್ದಾರೆ.	[583, 290, 761, 306]
brief-para: ಎರಡೂ ಗುಂಪುಗಳ ನಡುವೆ ನಡೆದ ಮಾತಿನ ಚಕಮಕಿ ಘರ್ಷಣೆಗೆ ತಿರುಗಿತು. ಕೆಲವರು ಗಾಯಗೊಂಡಿದ್ದು, ಆಸ್ಪತ್ರೆಗೆ ದಾಖಲಿಸಲಾಗಿದೆ. ಪ್ರಕರಣ ದಾಖಲಿಸಿಕೊಂಡು ತನಿಖೆ ನಡೆಸಲಾಗುತ್ತಿದೆ.	[384, 1195, 560, 1220]
story2-para: ಸರ್ಕಾರಿ ಶಾಲೆಗಳ ಮಕ್ಕಳ ಬಿಸಿಯೂಟ ಯೋಜನೆಗೆ ಪ್ರಾಯೋಜಕರು ನೀಡುವ ಆಹಾರದ ಗುಣಮಟ್ಟದ ಬಗ್ಗೆ ಕ್ರಮ ಕೈಗೊಳ್ಳಬೇಕು ಎಂದು ಶಾಸಕರು ಸದನದಲ್ಲಿ ಒತ್ತಾಯಿಸಿದರು.	[10, 544, 192, 568]
column-rule	[756, 1086, 757, 1488]
story1-headline: ಬೆಂಗಳೂರಿನಲ್ಲೇ ಪ್ರಭಾವಿ ಸಚಿವರ ಹನಿಟ್ರ್ಯಾಪ್ ಮತ್ತೊಬ್ಬ ನಾಯಕನಿಂದ ಯತ್ನ!	[18, 69, 184, 97]
column-rule	[463, 730, 464, 1080]
story4-para: ಈ ವರ್ಷ ಇನ್ನೂ ಬೇಸಿಗೆ ಆರಂಭವಾಗುತ್ತಿದ್ದಂತೆ ಕರ್ನಾಟಕದ ವಿವಿಧ ಭಾಗಗಳಲ್ಲಿ ತಾಪಮಾನ ಏರಿಕೆಯಾಗುತ್ತಿದೆ. ಬೆಂಗಳೂರಿನಲ್ಲಿ ಉಷ್ಣಾಘಾತ ಸಂಬಂಧಿತ ಸಾವುಗಳು ಹೆಚ್ಚಳವಾಗುವ ಸಾಧ್ಯತೆ ಇದೆ ಎಂದು ಅಧ್ಯಯನ ವರದಿ ತಿಳಿಸಿದೆ.	[583, 120, 766, 144]
brief-para: ಕರ್ನಾಟಕ ಪೊಲೀಸ್ ಇಲಾಖೆ ವಿಮಾನ ನಿಲ್ದಾಣದಲ್ಲಿ ಅಕ್ರಮ ಚಿನ್ನ ಕಳ್ಳಸಾಗಣಿಕೆ ಜಾಲವನ್ನು ಪತ್ತೆ ಹಚ್ಚಿದೆ. 14.2 ಕೆಜಿ ಚಿನ್ನ ವಶಪಡಿಸಿಕೊಳ್ಳಲಾಗಿದ್ದು, ಆರೋಪಿಗಳ ವಿಚಾರಣೆ ನಡೆಯುತ್ತಿದೆ.	[569, 1270, 753, 1286]
story5-para: ಮುಖ್ಯಮಂತ್ರಿಗಳೇ ನಿಮ್ಮ ತುಘಲಕ್ ದರ್ಬಾರ್‌ಗೆ ಇತಿಮಿತಿ ಇರಲಿ ಎಂದು ಬಿಜೆಪಿ ರಾಜ್ಯಾಧ್ಯಕ್ಷ ಬಿ.ವೈ. ವಿಜಯೇಂದ್ರ ಟೀಕಿಸಿದ್ದಾರೆ. ರಾಜ್ಯ ಸರ್ಕಾರದ ನೀತಿಗಳ ವಿರುದ್ಧ ಅವರು ತೀವ್ರ ವಾಗ್ದಾಳಿ ನಡೆಸಿದರು.	[206, 508, 366, 532]
story1-photo	[134, 157, 192, 229]
story3-para: ಹೊಸ ಕಚೇರಿ ಸ್ಥಳಗಳ ಗುತ್ತಿಗೆಯೂ ಕಡಿಮೆಯಾಗಿದ್ದು, ವಾಣಿಜ್ಯ ಕಟ್ಟಡ ಮಾಲೀಕರು ಬಾಡಿಗೆ ದರ ಇಳಿಸಲು ಮುಂದಾಗಿದ್ದಾರೆ ಎಂದು ಮೂಲಗಳು ತಿಳಿಸಿವೆ.	[296, 275, 384, 317]
story4-photo: 50 40	[770, 120, 938, 254]
story5-photo	[370, 508, 448, 626]
brief-heading: ಆರೋಪಿಗಳ ಬಂಧನ	[247, 1275, 321, 1289]
story6-col-d	[783, 612, 940, 724]
story3-para: ಹೊಸ ಕಚೇರಿ ಸ್ಥಳಗಳ ಗುತ್ತಿಗೆಯೂ ಕಡಿಮೆಯಾಗಿದ್ದು, ವಾಣಿಜ್ಯ ಕಟ್ಟಡ ಮಾಲೀಕರು ಬಾಡಿಗೆ ದರ ಇಳಿಸಲು ಮುಂದಾಗಿದ್ದಾರೆ ಎಂದು ಮೂಲಗಳು ತಿಳಿಸಿವೆ.	[389, 321, 477, 362]
brief-para: ದೇಶದ ಶಾಸಕರ ಒಟ್ಟು ಆಸ್ತಿ ಮೌಲ್ಯ 64,270 ಕೋಟಿ ರೂ. ದಾಟಿದ್ದು, ಬಿಜೆಪಿ ಶಾಸಕರ ಆಸ್ತಿ 26,270 ಕೋಟಿ ರೂ. ಕಾಂಗ್ರೆಸ್ ಶಾಸಕರ ಆಸ್ತಿ 17,357 ಕೋಟಿ ರೂ. ಇದೆ ಎಂದು ವರದಿ ತಿಳಿಸಿದೆ.	[192, 1116, 376, 1141]
masthead-divider	[52, 10, 55, 52]
story3-col-d	[389, 230, 477, 430]
brief-para: ಮತ್ತೆ ವಿದ್ಯಾರ್ಥಿ ಹತ್ಯೆ ಪ್ರಕರಣ ಬೆಳಕಿಗೆ ಬಂದಿದ್ದು, 2 ದಿನ ನಂತರ ಆರೋಪಿಯನ್ನು ಪತ್ತೆ ಹಚ್ಚಲಾಗಿದೆ. ಕುಟುಂಬಸ್ಥರು ನ್ಯಾಯಕ್ಕಾಗಿ ಆಗ್ರಹಿಸಿದ್ದು, ಪೊಲೀಸರು ತನಿಖೆ ಚುರುಕುಗೊಳಿಸಿದ್ದಾರೆ.	[761, 1164, 941, 1189]
story7-para: ಆಂಧ್ರಪ್ರದೇಶದ ತಿರುಮಲ ದೇವಸ್ಥಾನದಲ್ಲಿ ಕರ್ನಾಟಕದ ಜನಪ್ರತಿನಿಧಿಗಳ ಶಿಫಾರಸು ಪತ್ರಗಳಿಗೆ ಮಾನ್ಯತೆ ಸಿಗುತ್ತಿಲ್ಲ. ಇದರಿಂದ ಭಕ್ತರಿಗೆ ತೊಂದರೆಯಾಗುತ್ತಿದೆ ಎಂದರು.	[318, 818, 460, 842]
brief-para: ಮತ್ತೆ ವಿದ್ಯಾರ್ಥಿ ಹತ್ಯೆ ಪ್ರಕರಣ ಬೆಳಕಿಗೆ ಬಂದಿದ್ದು, 2 ದಿನ ನಂತರ ಆರೋಪಿಯನ್ನು ಪತ್ತೆ ಹಚ್ಚಲಾಗಿದೆ. ಕುಟುಂಬಸ್ಥರು ನ್ಯಾಯಕ್ಕಾಗಿ ಆಗ್ರಹಿಸಿದ್ದು, ಪೊಲೀಸರು ತನಿಖೆ ಚುರುಕುಗೊಳಿಸಿದ್ದಾರೆ.	[761, 1193, 941, 1218]
story7-para: ತಿರುಮಲದಲ್ಲಿ ಕರ್ನಾಟಕ ಭವನದ ಅಭಿವೃದ್ಧಿ ಕಾರ್ಯ ಪ್ರಗತಿಯಲ್ಲಿದ್ದು, ಭಕ್ತರಿಗೆ ವಸತಿ ವ್ಯವಸ್ಥೆ ಕಲ್ಪಿಸಲಾಗುವುದು ಎಂದು ಸಚಿವರು ಉತ್ತರಿಸಿದರು.	[8, 875, 152, 891]
story1-para: ರಾಜ್ಯದ ಪ್ರಭಾವಿ ಸಚಿವರೊಬ್ಬರು ಹನಿಟ್ರ್ಯಾಪ್ ಯತ್ನಕ್ಕೆ ಒಳಗಾಗಿದ್ದಾರೆ ಎಂಬ ಸುದ್ದಿ ರಾಜಕೀಯ ವಲಯದಲ್ಲಿ ಭಾರೀ ಸಂಚಲನ ಮೂಡಿಸಿದೆ. ಮತ್ತೊಬ್ಬ ಪ್ರಭಾವಿ ನಾಯಕನೇ ಈ ಸಂಚಿನ ಹಿಂದಿದ್ದಾನೆ ಎಂದು ಹೇಳಲಾಗಿದೆ.	[10, 126, 192, 150]
story8-para: ಆನ್‌ಲೈನ್ ಮೂಲಕ ಅರ್ಜಿ ಸಲ್ಲಿಸುವ ವ್ಯವಸ್ಥೆ ಜಾರಿಗೆ ತರಲಾಗಿದ್ದು, ಮಧ್ಯವರ್ತಿಗಳ ಹಾವಳಿ ತಪ್ಪಿಸಲಾಗುವುದು ಎಂದರು.	[470, 923, 628, 939]
story8-col-a	[470, 826, 628, 1080]
story5-dateline: ಬೆಂಗಳೂರು:	[206, 508, 232, 515]
brief-para: ಕರ್ನಾಟಕ ಪೊಲೀಸ್ ಇಲಾಖೆ ವಿಮಾನ ನಿಲ್ದಾಣದಲ್ಲಿ ಅಕ್ರಮ ಚಿನ್ನ ಕಳ್ಳಸಾಗಣಿಕೆ ಜಾಲವನ್ನು ಪತ್ತೆ ಹಚ್ಚಿದೆ. 14.2 ಕೆಜಿ ಚಿನ್ನ ವಶಪಡಿಸಿಕೊಳ್ಳಲಾಗಿದ್ದು, ಆರೋಪಿಗಳ ವಿಚಾರಣೆ ನಡೆಯುತ್ತಿದೆ.	[569, 1210, 753, 1226]
divider	[4, 1083, 941, 1084]
story8-headline: ಮೈಸೂರಿನಲ್ಲಿ ಬಗರ್ ಹುಕುಂ ಸಾಗುವಳಿ ಚೀಟಿ ಖಾತೆ ಮಾಡಿಸಲು ಲಂಚ ಕೇಳ್ತಾರೆ	[470, 752, 938, 801]
story3-para: ತಂತ್ರಜ್ಞಾನ ಕಂಪನಿಗಳು ಖರ್ಚು ಕಡಿತ ಕ್ರಮಗಳನ್ನು ಕೈಗೊಂಡಿದ್ದು, ಕೃತಕ ಬುದ್ಧಿಮತ್ತೆ ಬಳಕೆ ಹೆಚ್ಚಳದಿಂದ ಅನೇಕ ಹುದ್ದೆಗಳು ಕಡಿತಗೊಂಡಿವೆ. ಇದರಿಂದ ನಗರದ ವಸತಿ ಬೇಡಿಕೆ ಕುಸಿದಿದೆ.	[389, 275, 477, 317]
story2-para: ಈ ಪ್ರಕರಣಕ್ಕೆ ಸಂಬಂಧಿಸಿದಂತೆ ತನಿಖೆ ನಡೆಸಿ ವರದಿ ನೀಡುವಂತೆ ಅಧಿಕಾರಿಗಳಿಗೆ ಸೂಚಿಸಲಾಗಿದೆ ಎಂದು ಸಚಿವರು ಉತ್ತರಿಸಿದರು.	[10, 686, 192, 702]
brief-para: ನಗರದ ಹೊರವಲಯದಲ್ಲಿ ರೌಡಿಶೀಟರ್ ಒಬ್ಬನನ್ನು ದುಷ್ಕರ್ಮಿಗಳು ಮಾರಕಾಸ್ತ್ರಗಳಿಂದ ಕೊಚ್ಚಿ ಕೊಲೆ ಮಾಡಿದ್ದಾರೆ. ಹಳೆ ದ್ವೇಷದ ಹಿನ್ನೆಲೆಯಲ್ಲಿ ಕೃತ್ಯ ನಡೆದಿರುವ ಶಂಕೆ ವ್ಯಕ್ತವಾಗಿದೆ.	[192, 1255, 376, 1272]
brief-para: ಬಂದ್ ದಿನ ಪರಿಸ್ಥಿತಿ ನಿಭಾಯಿಸಲು ಪೊಲೀಸ್ ಇಲಾಖೆ ಸಕಲ ಸಿದ್ಧತೆ ಮಾಡಿಕೊಂಡಿದೆ. ವಿದ್ಯಾರ್ಥಿಗಳಿಗೆ ಪರೀಕ್ಷೆ ನಡೆಯುವ ಹಿನ್ನೆಲೆಯಲ್ಲಿ ಶಾಲೆಗಳಿಗೆ ರಜೆ ಘೋಷಿಸುವ ಬಗ್ಗೆ ನಿರ್ಧಾರ ಕೈಗೊಳ್ಳಲಾಗಿಲ್ಲ.	[8, 1156, 184, 1181]
story4-para: ನಗರದ ಹಸಿರು ಹೊದಿಕೆ ಕಡಿಮೆಯಾಗಿರುವುದು ಹಾಗೂ ಕಾಂಕ್ರೀಟ್ ಕಟ್ಟಡಗಳ ಹೆಚ್ಚಳದಿಂದ ನಗರ ಉಷ್ಣ ದ್ವೀಪ ಪರಿಣಾಮ ತೀವ್ರಗೊಂಡಿದೆ. ವಯೋವೃದ್ಧರು ಹಾಗೂ ಮಕ್ಕಳು ಹೆಚ್ಚು ಅಪಾಯಕ್ಕೆ ಸಿಲುಕುವರು.	[583, 148, 766, 173]
brief-para: ನಿಯಮ ಉಲ್ಲಂಘಿಸಿದ ಸಂಸ್ಥೆಗಳಿಗೆ 5 ಕೋಟಿ ರೂ.ವರೆಗೆ ದಂಡ ವಿಧಿಸಲು ಅವಕಾಶ ಕಲ್ಪಿಸಲಾಗಿದೆ. ಈ ಸಂಬಂಧ ಅಧಿಸೂಚನೆ ಹೊರಡಿಸಲಾಗಿದೆ ಎಂದು ಅಧಿಕಾರಿಗಳು ತಿಳಿಸಿದ್ದಾರೆ.	[8, 1201, 184, 1226]
masthead	[0, 0, 945, 60]
story3-para: ತಂತ್ರಜ್ಞಾನ ಕಂಪನಿಗಳು ಖರ್ಚು ಕಡಿತ ಕ್ರಮಗಳನ್ನು ಕೈಗೊಂಡಿದ್ದು, ಕೃತಕ ಬುದ್ಧಿಮತ್ತೆ ಬಳಕೆ ಹೆಚ್ಚಳದಿಂದ ಅನೇಕ ಹುದ್ದೆಗಳು ಕಡಿತಗೊಂಡಿವೆ. ಇದರಿಂದ ನಗರದ ವಸತಿ ಬೇಡಿಕೆ ಕುಸಿದಿದೆ.	[206, 163, 328, 196]
masthead-date: 20.3.2025	[88, 45, 134, 55]
brief-para: ಹೋಳಿ ಹಬ್ಬದ ವೇಳೆ ನಡೆದ ಗಲಾಟೆ ಪ್ರಕರಣದಲ್ಲಿ ಹಲವರ ವಿರುದ್ಧ ಕೇಸ್ ದಾಖಲಾಗಿದೆ. ಸ್ಥಳೀಯರು ಶಾಂತಿ ಕಾಪಾಡುವಂತೆ ಪೊಲೀಸರು ಮನವಿ ಮಾಡಿದ್ದಾರೆ.	[761, 1088, 941, 1104]
story5-para: ಕಾಂಗ್ರೆಸ್ ಸರ್ಕಾರ ಓಲೈಕೆ ರಾಜಕಾರಣ ಮಾಡುತ್ತಿದ್ದು, ರಾಜ್ಯದ ಜನತೆ ಮುಂದಿನ ಚುನಾವಣೆಯಲ್ಲಿ ತಕ್ಕ ಪಾಠ ಕಲಿಸಲಿದ್ದಾರೆ. ಸದನದಲ್ಲಿಯೂ ಈ ವಿಷಯವನ್ನು ಪ್ರಸ್ತಾಪಿಸುತ್ತೇವೆ ಎಂದರು.	[370, 650, 614, 666]
story1-para: ಈ ವಿಚಾರವಾಗಿ ಆಡಳಿತ ಪಕ್ಷದ ನಾಯಕರು ಮೌನ ವಹಿಸಿದ್ದು, ವಿರೋಧ ಪಕ್ಷಗಳು ಸಿಬಿಐ ತನಿಖೆಗೆ ಆಗ್ರಹಿಸಿವೆ. ಸಂಬಂಧಿತ ಆಡಿಯೋ ಹಾಗೂ ವಿಡಿಯೋ ಸಾಕ್ಷ್ಯಗಳ ಬಗ್ಗೆ ಪರಿಶೀಲನೆ ನಡೆಯುತ್ತಿದೆ.	[10, 183, 130, 216]
paper-logo	[60, 6, 180, 34]
brief-para: ನಂತರ ಬೆಳಗಾವಿಯ ಮಾರ್ಕೆಟ್ ಠಾಣೆ ಪೊಲೀಸರು ಸ್ಥಳಕ್ಕೆ ಧಾವಿಸಿ ಪರಿಸ್ಥಿತಿ ನಿಯಂತ್ರಿಸಿದರು. ಪಾಂಗುಳ ಗಲ್ಲಿಯಲ್ಲಿ ಉದ್ವಿಗ್ನ ವಾತಾವರಣ ನಿರ್ಮಾಣವಾಗಿದ್ದು, ಹೆಚ್ಚುವರಿ ಪೊಲೀಸ್ ಬಂದೋಬಸ್ತ್ ಮಾಡಲಾಗಿದೆ.	[384, 1223, 560, 1248]
story5-para: ಅಲ್ಪಸಂಖ್ಯಾತರಿಗೆ ಗುತ್ತಿಗೆಯಲ್ಲಿ ಮೀಸಲಾತಿ ನೀಡುವ ನಿರ್ಧಾರ ಸಂವಿಧಾನ ವಿರೋಧಿಯಾಗಿದ್ದು, ಇದರ ವಿರುದ್ಧ ಕಾನೂನು ಹೋರಾಟ ನಡೆಸಲಾಗುವುದು ಎಂದು ಅವರು ಎಚ್ಚರಿಸಿದರು.	[206, 593, 366, 618]
brief-heading: ರೌಡಿಶೀಟರ್ ಬರ್ಬರ ಹತ್ಯೆ	[237, 1218, 331, 1232]
story5-para: ಅಲ್ಪಸಂಖ್ಯಾತರಿಗೆ ಗುತ್ತಿಗೆಯಲ್ಲಿ ಮೀಸಲಾತಿ ನೀಡುವ ನಿರ್ಧಾರ ಸಂವಿಧಾನ ವಿರೋಧಿಯಾಗಿದ್ದು, ಇದರ ವಿರುದ್ಧ ಕಾನೂನು ಹೋರಾಟ ನಡೆಸಲಾಗುವುದು ಎಂದು ಅವರು ಎಚ್ಚರಿಸಿದರು.	[452, 508, 614, 532]
brief-para: ಕನ್ನಡಪರ ಸಂಘಟನೆಗಳು ಬಂದ್‌ಗೆ ಕರೆ ನೀಡಿದ್ದು, ವ್ಯಾಪಾರಿಗಳು ಹಾಗೂ ಸಾರಿಗೆ ಸಂಸ್ಥೆಗಳ ಬೆಂಬಲ ಕೋರಲಾಗಿದೆ. ಸಾರ್ವಜನಿಕರಿಗೆ ತೊಂದರೆಯಾಗದಂತೆ ಕ್ರಮ ವಹಿಸಲಾಗುವುದು.	[8, 1136, 184, 1152]
story7-para: ಕರ್ನಾಟಕದ ಶಾಸಕರಿಗೆ ತಿರುಪತಿಯಲ್ಲಿ ದರ್ಶನ ಭಾಗ್ಯ ಕಲ್ಪಿಸಬೇಕು ಎಂದು ವಿಧಾನ ಪರಿಷತ್ ಸದಸ್ಯ ಟಿ.ಎ. ಶರವಣ ಅವರು ಸದನದಲ್ಲಿ ಮನವಿ ಮಾಡಿದರು.	[8, 818, 152, 842]
story8-photo	[632, 826, 780, 998]
story6-para: ವಿಧಾನ ಸಭೆಯಲ್ಲಿ ಗ್ಯಾರಂಟಿ ಯೋಜನೆಗಳ ಕುರಿತು ನಡೆದ ಚರ್ಚೆಯಲ್ಲಿ ಭಾಗವಹಿಸಿ ಮಾತನಾಡಿದ ಅವರು, ಡಿ.ಕೆ. ಶಿವಕುಮಾರ್ ಅವರ ನೇತೃತ್ವದಲ್ಲಿ ಮತ್ತೆ ಅಧಿಕಾರಕ್ಕೆ ಬರುತ್ತೇವೆ ಎಂದರು.	[624, 612, 778, 636]
story3-para: ರಿಯಲ್ ಎಸ್ಟೇಟ್ ತಜ್ಞರ ಪ್ರಕಾರ, ಈ ಸ್ಥಿತಿ ಮುಂದಿನ ಕೆಲವು ತಿಂಗಳು ಮುಂದುವರಿಯುವ ಸಾಧ್ಯತೆ ಇದ್ದು, ಮನೆ ಖರೀದಿದಾರರು ಎಚ್ಚರಿಕೆಯಿಂದ ನಿರ್ಧಾರ ಕೈಗೊಳ್ಳುತ್ತಿದ್ದಾರೆ.	[389, 230, 477, 271]
bottom-col-5	[761, 1088, 941, 1488]
column-rule	[187, 1086, 188, 1488]
story3-para: ತಂತ್ರಜ್ಞಾನ ಕಂಪನಿಗಳು ಖರ್ಚು ಕಡಿತ ಕ್ರಮಗಳನ್ನು ಕೈಗೊಂಡಿದ್ದು, ಕೃತಕ ಬುದ್ಧಿಮತ್ತೆ ಬಳಕೆ ಹೆಚ್ಚಳದಿಂದ ಅನೇಕ ಹುದ್ದೆಗಳು ಕಡಿತಗೊಂಡಿವೆ. ಇದರಿಂದ ನಗರದ ವಸತಿ ಬೇಡಿಕೆ ಕುಸಿದಿದೆ.	[206, 230, 291, 271]
story2-headline: ಪ್ರಾಯೋಜಕರು ಮಕ್ಕಳಿಗೆ ಬಾತ್, ಹೋಳಿಗೆ ಕೊಟದರೆ, ಇದಕ್ಕೆ ಕ್ರಮ ಆಗಬೇಕು	[10, 494, 192, 519]
brief-para: ಬಿಜೆಪಿ ಶಾಸಕರು ಅತಿ ಹೆಚ್ಚು ಆಸ್ತಿ ಹೊಂದಿದ್ದಾರೆ: ಪ್ರಮುಖ	[8, 1295, 122, 1303]
divider	[4, 729, 941, 730]
bottom-col-4	[569, 1088, 753, 1488]
brief-para: ಕನ್ನಡಪರ ಸಂಘಟನೆಗಳು ಬಂದ್‌ಗೆ ಕರೆ ನೀಡಿದ್ದು, ವ್ಯಾಪಾರಿಗಳು ಹಾಗೂ ಸಾರಿಗೆ ಸಂಸ್ಥೆಗಳ ಬೆಂಬಲ ಕೋರಲಾಗಿದೆ. ಸಾರ್ವಜನಿಕರಿಗೆ ತೊಂದರೆಯಾಗದಂತೆ ಕ್ರಮ ವಹಿಸಲಾಗುವುದು.	[8, 1230, 184, 1246]
story1-para: ಮಧ್ಯವರ್ತಿಗಳ ಮೂಲಕ ಸಂಪರ್ಕ ಸಾಧಿಸಿ ಸಚಿವರನ್ನು ಬಲೆಗೆ ಬೀಳಿಸುವ ಪ್ರಯತ್ನ ನಡೆದಿದ್ದು, ಈ ಕುರಿತು ಪೊಲೀಸರಿಗೆ ದೂರು ನೀಡಲಾಗಿದೆ. ಪ್ರಕರಣದ ತನಿಖೆ ಆರಂಭವಾಗಿದೆ.	[10, 154, 130, 179]
section-title: ಪ್ರದೇಶ - ಸಮಾಚಾರ	[700, 30, 940, 56]
story2-photo	[112, 575, 192, 663]
brief-heading: ಪಾಂಗುಳ ಗಲ್ಲಿ ಉದ್ವಿಗ್ನ	[432, 1150, 512, 1163]
story3-para: ಹೊಸ ಕಚೇರಿ ಸ್ಥಳಗಳ ಗುತ್ತಿಗೆಯೂ ಕಡಿಮೆಯಾಗಿದ್ದು, ವಾಣಿಜ್ಯ ಕಟ್ಟಡ ಮಾಲೀಕರು ಬಾಡಿಗೆ ದರ ಇಳಿಸಲು ಮುಂದಾಗಿದ್ದಾರೆ ಎಂದು ಮೂಲಗಳು ತಿಳಿಸಿವೆ.	[482, 230, 568, 271]
brief-para: ಹೋಳಿ ಹಬ್ಬದ ವೇಳೆ ನಡೆದ ಗಲಾಟೆ ಪ್ರಕರಣದಲ್ಲಿ ಹಲವರ ವಿರುದ್ಧ ಕೇಸ್ ದಾಖಲಾಗಿದೆ. ಸ್ಥಳೀಯರು ಶಾಂತಿ ಕಾಪಾಡುವಂತೆ ಪೊಲೀಸರು ಮನವಿ ಮಾಡಿದ್ದಾರೆ.	[761, 1108, 941, 1124]
divider	[199, 433, 941, 434]
story5-para: ಮುಖ್ಯಮಂತ್ರಿಗಳು ತಮ್ಮ ಸ್ಥಾನ ಉಳಿಸಿಕೊಳ್ಳಲು ಹೈಕಮಾಂಡ್ ಓಲೈಕೆಯಲ್ಲಿ ನಿರತರಾಗಿದ್ದಾರೆ. ಆಡಳಿತ ಸಂಪೂರ್ಣವಾಗಿ ಕುಸಿದಿದೆ ಎಂದು ವಿಜಯೇಂದ್ರ ಟೀಕಿಸಿದರು.	[370, 630, 614, 646]
story3-para: ರಿಯಲ್ ಎಸ್ಟೇಟ್ ತಜ್ಞರ ಪ್ರಕಾರ, ಈ ಸ್ಥಿತಿ ಮುಂದಿನ ಕೆಲವು ತಿಂಗಳು ಮುಂದುವರಿಯುವ ಸಾಧ್ಯತೆ ಇದ್ದು, ಮನೆ ಖರೀದಿದಾರರು ಎಚ್ಚರಿಕೆಯಿಂದ ನಿರ್ಧಾರ ಕೈಗೊಳ್ಳುತ್ತಿದ್ದಾರೆ.	[482, 321, 568, 362]
story4-headline: ಬೆಂಗಳೂರಿನಲ್ಲಿ ಉಷ್ಣಾಘಾತ ಸಂಬಂಧಿತ ಸಾವು ಹೆಚ್ಚಳ ಸಾಧ್ಯತೆ: ಆಘಾತಕಾರಿ ವರದಿ ಬಹಿರಂಗ	[587, 66, 933, 99]
story1-para: ಮಧ್ಯವರ್ತಿಗಳ ಮೂಲಕ ಸಂಪರ್ಕ ಸಾಧಿಸಿ ಸಚಿವರನ್ನು ಬಲೆಗೆ ಬೀಳಿಸುವ ಪ್ರಯತ್ನ ನಡೆದಿದ್ದು, ಈ ಕುರಿತು ಪೊಲೀಸರಿಗೆ ದೂರು ನೀಡಲಾಗಿದೆ. ಪ್ರಕರಣದ ತನಿಖೆ ಆರಂಭವಾಗಿದೆ.	[10, 257, 192, 273]
column-rule	[618, 433, 619, 727]
story3-col-b	[206, 230, 291, 430]
brief-para: ಕೌಟುಂಬಿಕ ಕಲಹದ ಹಿನ್ನೆಲೆಯಲ್ಲಿ ವ್ಯಕ್ತಿಯೊಬ್ಬನನ್ನು ಕೊಲೆ ಮಾಡಲಾಗಿದೆ. ಆರೋಪಿಯನ್ನು ಪೊಲೀಸರು ವಶಕ್ಕೆ ಪಡೆದು ವಿಚಾರಣೆ ನಡೆಸುತ್ತಿದ್ದಾರೆ.	[761, 1258, 941, 1275]
story4-para: ನಗರದ ಹಸಿರು ಹೊದಿಕೆ ಕಡಿಮೆಯಾಗಿರುವುದು ಹಾಗೂ ಕಾಂಕ್ರೀಟ್ ಕಟ್ಟಡಗಳ ಹೆಚ್ಚಳದಿಂದ ನಗರ ಉಷ್ಣ ದ್ವೀಪ ಪರಿಣಾಮ ತೀವ್ರಗೊಂಡಿದೆ. ವಯೋವೃದ್ಧರು ಹಾಗೂ ಮಕ್ಕಳು ಹೆಚ್ಚು ಅಪಾಯಕ್ಕೆ ಸಿಲುಕುವರು.	[583, 262, 761, 286]
story3-col-e	[482, 230, 568, 430]
brief-heading: ಕಳ್ಳಸಾಗಣಿಕೆ	[640, 1193, 682, 1207]
story1-para: ಈ ವಿಚಾರವಾಗಿ ಆಡಳಿತ ಪಕ್ಷದ ನಾಯಕರು ಮೌನ ವಹಿಸಿದ್ದು, ವಿರೋಧ ಪಕ್ಷಗಳು ಸಿಬಿಐ ತನಿಖೆಗೆ ಆಗ್ರಹಿಸಿವೆ. ಸಂಬಂಧಿತ ಆಡಿಯೋ ಹಾಗೂ ವಿಡಿಯೋ ಸಾಕ್ಷ್ಯಗಳ ಬಗ್ಗೆ ಪರಿಶೀಲನೆ ನಡೆಯುತ್ತಿದೆ.	[10, 354, 192, 378]
story6-para: ಪ್ರತಿಪಕ್ಷಗಳು ಈ ಯೋಜನೆಗಳ ಬಗ್ಗೆ ಅಪಪ್ರಚಾರ ಮಾಡುತ್ತಿವೆ. 5000 ಮಹಿಳೆಯರಿಗೆ ಮಾಸಿಕ ನೆರವು ತಲುಪುತ್ತಿದೆ ಎಂದು ಅವರು ಹೇಳಿದರು.	[838, 518, 940, 543]
brief-para: ಡಿ.ಕೆ. ಶಿವಕುಮಾರ್ ಅವರು ಮಂಡ್ಯ ಜಿಲ್ಲೆಯ ಜನರ ಕುರಿತು ಆಡಿದ ಮಾತುಗಳು ಭಾರೀ ಚರ್ಚೆಗೆ ಗ್ರಾಸವಾಗಿವೆ. ಮಂಡ್ಯದ ಜನ ಸ್ವಾಭಿಮಾನಿಗಳು ಎಂದು ಸ್ಥಳೀಯ ನಾಯಕರು ಪ್ರತಿಕ್ರಿಯಿಸಿದ್ದಾರೆ.	[192, 1190, 376, 1215]
brief-para: ಯೋಜನೆ ನೋಡು ಹಾಗೂ ಪ್ರತಿ ವರ್ಷಕ್ಕೆ ಮತ್ತೊಂದು ಪ್ರಕರಣ ದಾಖಲಾಗಿದೆ. ನಗರ ಪೊಲೀಸರು ತನಿಖೆ ಮುಂದುವರಿಸಿದ್ದಾರೆ.	[384, 1130, 560, 1146]
column-rule	[199, 62, 200, 726]
story8-col-b	[784, 826, 940, 1080]
story4-para: ಬಿಸಿಲಿನಲ್ಲಿ ಕೆಲಸ ಮಾಡುವ ಕಾರ್ಮಿಕರು ಹಾಗೂ ಬೀದಿ ವ್ಯಾಪಾರಿಗಳು ಸಾಕಷ್ಟು ನೀರು ಕುಡಿಯಬೇಕು, ಮಧ್ಯಾಹ್ನದ ಸಮಯದಲ್ಲಿ ಹೊರಗೆ ಓಡಾಡುವುದನ್ನು ತಪ್ಪಿಸಬೇಕು ಎಂದು ಸಲಹೆ ನೀಡಲಾಗಿದೆ.	[766, 319, 938, 343]
story7-col-a	[8, 818, 152, 1078]
story5-para: ವಿಧಾನಸೌಧದಲ್ಲಿ ಮಾಧ್ಯಮದವರೊಂದಿಗೆ ಮಾತನಾಡಿದ ಅವರು, ಸರ್ಕಾರ ಜನರ ತೆರಿಗೆ ಹಣವನ್ನು ದುರುಪಯೋಗ ಮಾಡುತ್ತಿದೆ. ಅಭಿವೃದ್ಧಿ ಕಾರ್ಯಗಳು ಸ್ಥಗಿತಗೊಂಡಿವೆ ಎಂದು ಆರೋಪಿಸಿದರು.	[370, 670, 614, 686]
brief-para: ನಿಯಮ ಉಲ್ಲಂಘಿಸಿದ ಸಂಸ್ಥೆಗಳಿಗೆ 5 ಕೋಟಿ ರೂ.ವರೆಗೆ ದಂಡ ವಿಧಿಸಲು ಅವಕಾಶ ಕಲ್ಪಿಸಲಾಗಿದೆ. ಈ ಸಂಬಂಧ ಅಧಿಸೂಚನೆ ಹೊರಡಿಸಲಾಗಿದೆ ಎಂದು ಅಧಿಕಾರಿಗಳು ತಿಳಿಸಿದ್ದಾರೆ.	[8, 1250, 184, 1275]
story3-photo	[333, 118, 565, 228]
story5-para: ಕಾಂಗ್ರೆಸ್ ಸರ್ಕಾರ ಓಲೈಕೆ ರಾಜಕಾರಣ ಮಾಡುತ್ತಿದ್ದು, ರಾಜ್ಯದ ಜನತೆ ಮುಂದಿನ ಚುನಾವಣೆಯಲ್ಲಿ ತಕ್ಕ ಪಾಠ ಕಲಿಸಲಿದ್ದಾರೆ. ಸದನದಲ್ಲಿಯೂ ಈ ವಿಷಯವನ್ನು ಪ್ರಸ್ತಾಪಿಸುತ್ತೇವೆ ಎಂದರು.	[206, 565, 366, 589]
story7-para: ಕರ್ನಾಟಕದ ಶಾಸಕರಿಗೆ ತಿರುಪತಿಯಲ್ಲಿ ದರ್ಶನ ಭಾಗ್ಯ ಕಲ್ಪಿಸಬೇಕು ಎಂದು ವಿಧಾನ ಪರಿಷತ್ ಸದಸ್ಯ ಟಿ.ಎ. ಶರವಣ ಅವರು ಸದನದಲ್ಲಿ ಮನವಿ ಮಾಡಿದರು.	[8, 923, 152, 948]
brief-para: ಯೋಜನೆ ನೋಡು ಹಾಗೂ ಪ್ರತಿ ವರ್ಷಕ್ಕೆ ಮತ್ತೊಂದು ಪ್ರಕರಣ ದಾಖಲಾಗಿದೆ. ನಗರ ಪೊಲೀಸರು ತನಿಖೆ ಮುಂದುವರಿಸಿದ್ದಾರೆ.	[384, 1110, 560, 1126]
brief-para: ಕುಣಿಗಲ್ ಮೂಲದ ವ್ಯಕ್ತಿಯೊಬ್ಬರು ಭಾರತೀಯ ಪೌರತ್ವ ತೊರೆದು ವಿದೇಶದಲ್ಲಿ ನೆಲೆಸಿದ್ದಾರೆ. ಪಾಸ್‌ಪೋರ್ಟ್ ಸಂಬಂಧಿತ ದಾಖಲೆಗಳ ಪರಿಶೀಲನೆ ನಡೆಯುತ್ತಿದೆ. 3.7 ಮಿಲಿಯನ್ ಡಾಲರ್ ವಹಿವಾಟಿನ ಬಗ್ಗೆ ತನಿಖೆ ಆರಂಭವಾಗಿದೆ.	[569, 1136, 753, 1161]
story7-col-b	[318, 818, 460, 998]
story7-para: ಈ ಕುರಿತು ಟಿಟಿಡಿ ಆಡಳಿತ ಮಂಡಳಿಯೊಂದಿಗೆ ಮಾತುಕತೆ ನಡೆಸಲಾಗುವುದು. ಮುಖ್ಯಮಂತ್ರಿಗಳ ಮೂಲಕ ಆಂಧ್ರ ಸರ್ಕಾರಕ್ಕೆ ಪತ್ರ ಬರೆಯಲಾಗುವುದು ಎಂದು ಭರವಸೆ ನೀಡಿದರು.	[156, 1009, 460, 1025]
story3-dateline: ಬೆಂಗಳೂರು:	[206, 118, 232, 125]
story8-para: ಆನ್‌ಲೈನ್ ಮೂಲಕ ಅರ್ಜಿ ಸಲ್ಲಿಸುವ ವ್ಯವಸ್ಥೆ ಜಾರಿಗೆ ತರಲಾಗಿದ್ದು, ಮಧ್ಯವರ್ತಿಗಳ ಹಾವಳಿ ತಪ್ಪಿಸಲಾಗುವುದು ಎಂದರು.	[784, 874, 940, 890]
story3-para: ರಿಯಲ್ ಎಸ್ಟೇಟ್ ತಜ್ಞರ ಪ್ರಕಾರ, ಈ ಸ್ಥಿತಿ ಮುಂದಿನ ಕೆಲವು ತಿಂಗಳು ಮುಂದುವರಿಯುವ ಸಾಧ್ಯತೆ ಇದ್ದು, ಮನೆ ಖರೀದಿದಾರರು ಎಚ್ಚರಿಕೆಯಿಂದ ನಿರ್ಧಾರ ಕೈಗೊಳ್ಳುತ್ತಿದ್ದಾರೆ.	[206, 321, 291, 362]
